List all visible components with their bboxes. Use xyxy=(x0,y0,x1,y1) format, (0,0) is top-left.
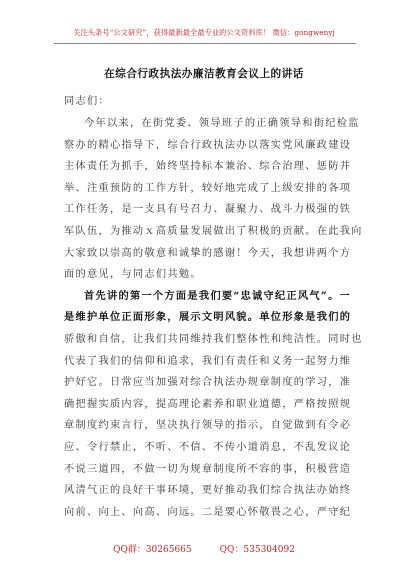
paragraph-2-line-6: 确把握实质内容，提高理论素养和职业道德，严格按照规 xyxy=(64,398,352,410)
footer-contact xyxy=(0,542,408,555)
paragraph-2-line-10: 风清气正的良好干事环境，更好推动我们综合执法办始终 xyxy=(64,485,352,497)
paragraph-1-line-7: 大家致以崇高的敬意和诚挚的感谢！今天，我想讲两个方 xyxy=(64,247,352,259)
paragraph-2-line-2 xyxy=(64,307,352,329)
paragraph-2-line-8: 应、令行禁止，不听、不信、不传小道消息，不乱发议论 xyxy=(64,441,352,453)
paragraph-1-line-2: 察办的精心指导下，综合行政执法办以落实党风廉政建设 xyxy=(64,139,352,151)
paragraph-2-line-1: 首先讲的第一个方面是我们要“忠诚守纪正风气”。一 xyxy=(84,289,352,302)
footer-qq-group: QQ群：30265665 xyxy=(113,545,192,555)
paragraph-2-line-7: 章制度约束言行，坚决执行领导的指示，自觉做到有令必 xyxy=(64,420,352,432)
footer-qq-number: QQ：535304092 xyxy=(219,545,295,555)
salutation-text: 同志们： xyxy=(64,96,110,107)
paragraph-1-line-3: 主体责任为抓手，始终坚持标本兼治、综合治理、惩防并 xyxy=(64,161,352,173)
paragraph-2-line-3: 骄傲和自信，让我们共同维持我们整体性和纯洁性。同时也 xyxy=(64,333,363,345)
paragraph-2-line-9: 不说三道四，不做一切为规章制度所不容的事，积极营造 xyxy=(64,463,352,475)
paragraph-1-line-4: 举、注重预防的工作方针，较好地完成了上级安排的各项 xyxy=(64,182,352,194)
para2-line2-text: 是维护单位正面形象，展示文明风貌。单位形象是我们的 xyxy=(64,311,352,324)
paragraph-1-line-1: 今年以来，在街党委、领导班子的正确领导和街纪检监 xyxy=(84,118,360,129)
salutation xyxy=(64,91,352,113)
paragraph-1-line-8: 面的意见，与同志们共勉。 xyxy=(64,269,202,281)
header-divider xyxy=(54,43,356,44)
paragraph-1-line-6: 军队伍，为推动ｘ高质量发展做出了积极的贡献。在此我向 xyxy=(64,225,363,237)
paragraph-2-line-5: 护好它。日常应当加强对综合执法办规章制度的学习，准 xyxy=(64,377,352,389)
paragraph-2-line-4: 代表了我们的信仰和追求，我们有责任和义务一起努力维 xyxy=(64,355,352,367)
header-banner: 关注头条号“公文研究”，获得最新最全最专业的公文资料库！ 微信：gongwenyj xyxy=(73,28,335,37)
document-body xyxy=(64,113,363,523)
paragraph-2-line-11: 向前、向上、向高、向远。二是要心怀敬畏之心，严守纪 xyxy=(64,506,352,518)
document-title: 在综合行政执法办廉洁教育会议上的讲话 xyxy=(104,68,304,80)
paragraph-1-line-5: 工作任务，是一支具有号召力、凝聚力、战斗力极强的铁 xyxy=(64,204,352,216)
